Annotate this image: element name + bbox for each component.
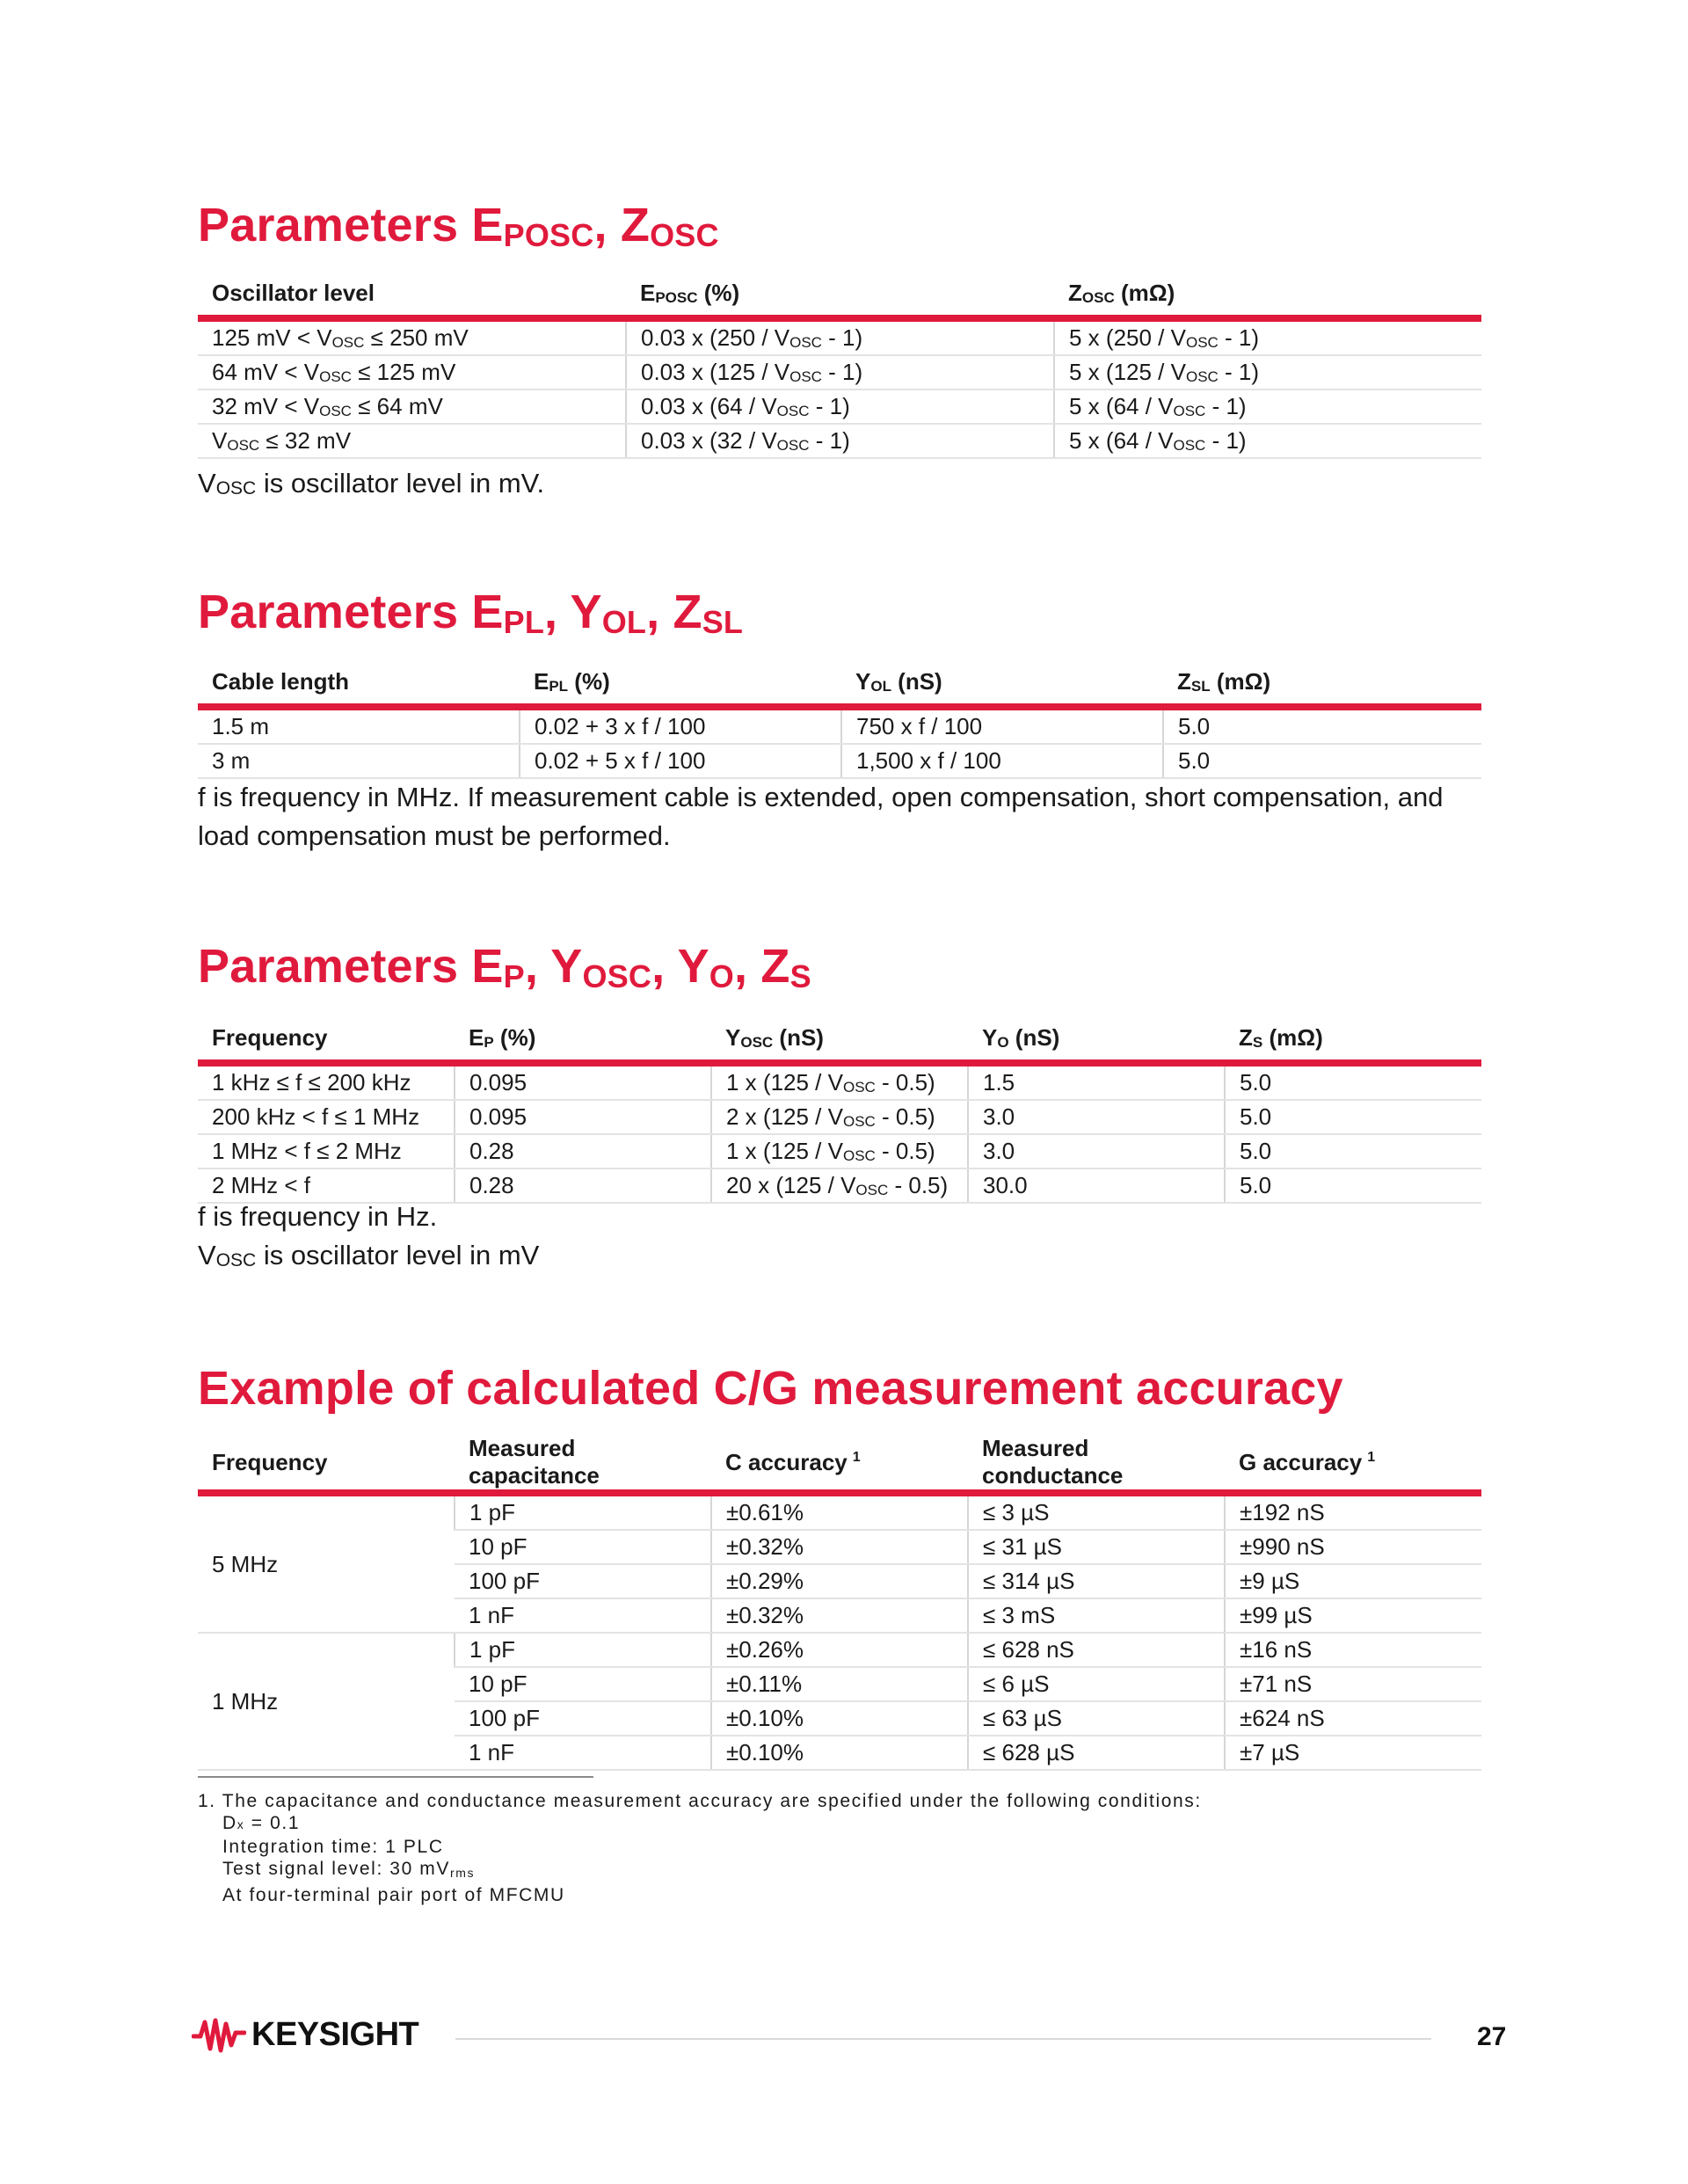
table-cell: 0.28: [455, 1134, 711, 1168]
frequency-cell: 5 MHz: [198, 1493, 455, 1633]
table-cell: 10 pF: [455, 1667, 711, 1701]
table-cell: 5 x (64 / VOSC - 1): [1054, 389, 1481, 424]
table-cell: ≤ 628 nS: [968, 1633, 1225, 1667]
column-header: EPL (%): [520, 659, 841, 707]
footnote: [198, 1790, 1202, 1906]
table-cell: 1 pF: [455, 1633, 711, 1667]
column-header: Oscillator level: [198, 271, 626, 318]
table-cell: 750 x f / 100: [841, 707, 1163, 744]
section-title-eposc-zosc: Parameters EPOSC, ZOSC: [198, 199, 719, 253]
table-cell: 5 x (64 / VOSC - 1): [1054, 424, 1481, 458]
table-cell: 1,500 x f / 100: [841, 744, 1163, 778]
footnote-line-5: At four-terminal pair port of MFCMU: [222, 1885, 565, 1905]
table-cell: 1.5 m: [198, 707, 520, 744]
section-title-epl-yol-zsl: Parameters EPL, YOL, ZSL: [198, 586, 744, 640]
table-row: [198, 1633, 1481, 1667]
table-header-row: [198, 271, 1481, 318]
page-number: 27: [1477, 2022, 1507, 2051]
table-cell: ±0.10%: [711, 1701, 968, 1736]
frequency-cell: 1 MHz: [198, 1633, 455, 1770]
table-row: [198, 1100, 1481, 1134]
epl-yol-zsl-table: [198, 659, 1481, 779]
column-header: Frequency: [198, 1016, 455, 1063]
table-row: [198, 389, 1481, 424]
table-cell: ±990 nS: [1225, 1530, 1481, 1564]
table-cell: 0.28: [455, 1168, 711, 1203]
table-row: [198, 707, 1481, 744]
section-title-cg-accuracy: Example of calculated C/G measurement accuracy: [198, 1362, 1343, 1415]
table-cell: 1 nF: [455, 1598, 711, 1633]
footer-divider: [455, 2038, 1431, 2040]
table-row: [198, 744, 1481, 778]
column-header: ZS (mΩ): [1225, 1016, 1481, 1063]
column-header: Measured capacitance: [455, 1435, 711, 1493]
table-cell: 5 x (250 / VOSC - 1): [1054, 318, 1481, 355]
table-cell: 32 mV < VOSC ≤ 64 mV: [198, 389, 626, 424]
table-row: [198, 1134, 1481, 1168]
table-cell: ≤ 31 µS: [968, 1530, 1225, 1564]
table-header-row: [198, 659, 1481, 707]
table-cell: 0.02 + 5 x f / 100: [520, 744, 841, 778]
table-cell: ≤ 6 µS: [968, 1667, 1225, 1701]
table-cell: ±0.26%: [711, 1633, 968, 1667]
table-cell: 5.0: [1225, 1168, 1481, 1203]
eposc-zosc-table: [198, 271, 1481, 459]
column-header: EPOSC (%): [626, 271, 1054, 318]
table-cell: ±0.10%: [711, 1736, 968, 1770]
footnote-line-4: Test signal level: 30 mVrms: [222, 1859, 476, 1880]
footnote-divider: [198, 1776, 593, 1778]
table-cell: 5.0: [1163, 707, 1481, 744]
table-cell: ≤ 3 mS: [968, 1598, 1225, 1633]
table-cell: 1 nF: [455, 1736, 711, 1770]
table-cell: 30.0: [968, 1168, 1225, 1203]
table-cell: 1.5: [968, 1063, 1225, 1100]
table-cell: ≤ 3 µS: [968, 1493, 1225, 1530]
frequency-mhz-note: f is frequency in MHz. If measurement cable is extended, open compensation, short compensation, and load compensation must be performed.: [198, 782, 1444, 851]
footnote-line-2: Dx = 0.1: [222, 1813, 301, 1833]
table-cell: 3 m: [198, 744, 520, 778]
footnote-mark: 1: [852, 1449, 861, 1465]
table-cell: ≤ 63 µS: [968, 1701, 1225, 1736]
table-header-row: [198, 1016, 1481, 1063]
footnote-mark: 1: [1367, 1449, 1376, 1465]
column-header: YOSC (nS): [711, 1016, 968, 1063]
table-cell: ±71 nS: [1225, 1667, 1481, 1701]
table-cell: 0.03 x (125 / VOSC - 1): [626, 355, 1054, 389]
table-cell: ±7 µS: [1225, 1736, 1481, 1770]
table-cell: ±0.29%: [711, 1564, 968, 1598]
table-cell: ≤ 314 µS: [968, 1564, 1225, 1598]
table-cell: ±9 µS: [1225, 1564, 1481, 1598]
column-header: Frequency: [198, 1435, 455, 1493]
keysight-wave-icon: [192, 2015, 246, 2054]
table-cell: 0.03 x (64 / VOSC - 1): [626, 389, 1054, 424]
table-cell: ±0.32%: [711, 1598, 968, 1633]
table-cell: 0.095: [455, 1063, 711, 1100]
table-cell: 1 x (125 / VOSC - 0.5): [711, 1063, 968, 1100]
table-cell: 100 pF: [455, 1564, 711, 1598]
footnote-line-1: 1. The capacitance and conductance measurement accuracy are specified under the following conditions:: [198, 1791, 1202, 1811]
table-cell: 5.0: [1225, 1100, 1481, 1134]
keysight-logo: [192, 2015, 418, 2054]
table-cell: 200 kHz < f ≤ 1 MHz: [198, 1100, 455, 1134]
table-cell: 0.03 x (32 / VOSC - 1): [626, 424, 1054, 458]
footnote-line-3: Integration time: 1 PLC: [222, 1837, 444, 1857]
table-cell: 2 MHz < f: [198, 1168, 455, 1203]
table-cell: ±624 nS: [1225, 1701, 1481, 1736]
table-cell: 20 x (125 / VOSC - 0.5): [711, 1168, 968, 1203]
vosc-note-2: VOSC is oscillator level in mV: [198, 1240, 540, 1270]
table-cell: ±0.61%: [711, 1493, 968, 1530]
table-cell: 0.03 x (250 / VOSC - 1): [626, 318, 1054, 355]
section-title-ep-yosc-yo-zs: Parameters EP, YOSC, YO, ZS: [198, 940, 811, 994]
frequency-hz-note: f is frequency in Hz.: [198, 1201, 438, 1232]
table-cell: 5 x (125 / VOSC - 1): [1054, 355, 1481, 389]
table-cell: 100 pF: [455, 1701, 711, 1736]
table-cell: ±99 µS: [1225, 1598, 1481, 1633]
table-cell: 1 pF: [455, 1493, 711, 1530]
column-header: EP (%): [455, 1016, 711, 1063]
table-cell: 10 pF: [455, 1530, 711, 1564]
table-cell: 64 mV < VOSC ≤ 125 mV: [198, 355, 626, 389]
table-cell: ±16 nS: [1225, 1633, 1481, 1667]
table-row: [198, 355, 1481, 389]
table-cell: 0.095: [455, 1100, 711, 1134]
table-cell: 3.0: [968, 1100, 1225, 1134]
table-cell: 5.0: [1225, 1063, 1481, 1100]
table-cell: ≤ 628 µS: [968, 1736, 1225, 1770]
table-row: [198, 318, 1481, 355]
table-cell: 0.02 + 3 x f / 100: [520, 707, 841, 744]
cg-accuracy-table: [198, 1435, 1481, 1771]
table-cell: 3.0: [968, 1134, 1225, 1168]
table-cell: ±0.11%: [711, 1667, 968, 1701]
column-header: ZOSC (mΩ): [1054, 271, 1481, 318]
vosc-note: VOSC is oscillator level in mV.: [198, 468, 545, 499]
table-cell: 125 mV < VOSC ≤ 250 mV: [198, 318, 626, 355]
ep-yosc-yo-zs-table: [198, 1016, 1481, 1204]
column-header: G accuracy $^1$: [1225, 1435, 1481, 1493]
column-header: ZSL (mΩ): [1163, 659, 1481, 707]
table-cell: VOSC ≤ 32 mV: [198, 424, 626, 458]
table-row: [198, 424, 1481, 458]
table-header-row: [198, 1435, 1481, 1493]
brand-name: KEYSIGHT: [251, 2015, 419, 2053]
table-row: [198, 1493, 1481, 1530]
table-cell: 1 MHz < f ≤ 2 MHz: [198, 1134, 455, 1168]
column-header: Measured conductance: [968, 1435, 1225, 1493]
table-cell: ±192 nS: [1225, 1493, 1481, 1530]
column-header: YOL (nS): [841, 659, 1163, 707]
column-header: YO (nS): [968, 1016, 1225, 1063]
table-cell: 2 x (125 / VOSC - 0.5): [711, 1100, 968, 1134]
table-cell: ±0.32%: [711, 1530, 968, 1564]
column-header: Cable length: [198, 659, 520, 707]
table-cell: 5.0: [1163, 744, 1481, 778]
table-cell: 1 x (125 / VOSC - 0.5): [711, 1134, 968, 1168]
column-header: C accuracy $^1$: [711, 1435, 968, 1493]
table-cell: 5.0: [1225, 1134, 1481, 1168]
table-row: [198, 1063, 1481, 1100]
table-cell: 1 kHz ≤ f ≤ 200 kHz: [198, 1063, 455, 1100]
